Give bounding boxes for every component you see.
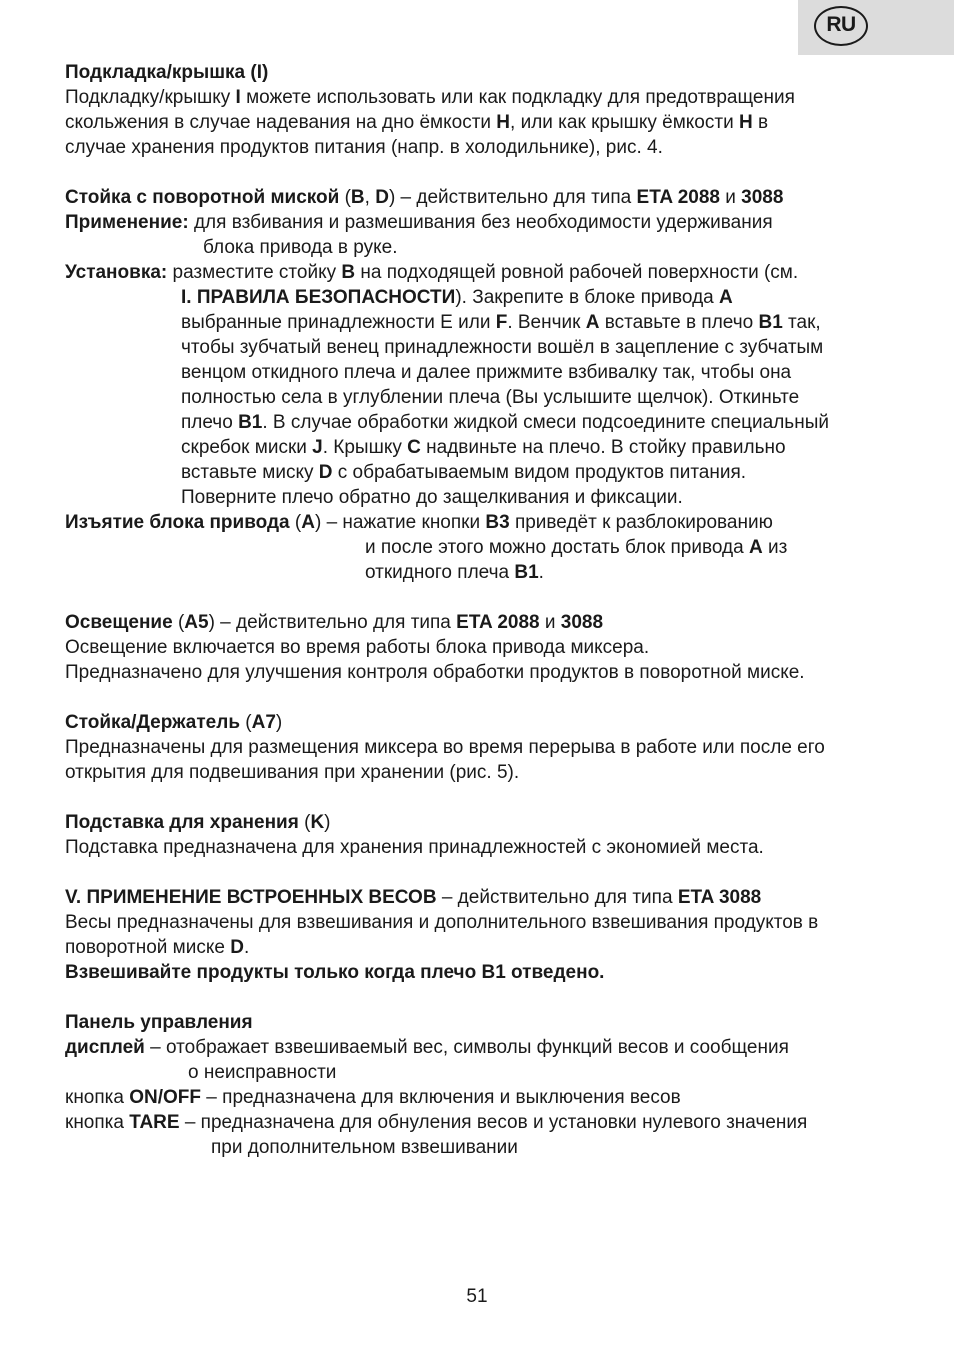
paragraph-line: Весы предназначены для взвешивания и дополнительного взвешивания продуктов в: [65, 912, 819, 933]
page-number: 51: [466, 1286, 488, 1307]
installation-line: выбранные принадлежности E или F. Венчик A вставьте в плечо B1 так,: [181, 312, 821, 333]
usage-line: блока привода в руке.: [203, 237, 398, 258]
section-heading: V. ПРИМЕНЕНИЕ ВСТРОЕННЫХ ВЕСОВ – действительно для типа ETA 3088: [65, 887, 762, 908]
paragraph-line: Предназначено для улучшения контроля обработки продуктов в поворотной миске.: [65, 662, 805, 683]
section-heading: Подставка для хранения (K): [65, 812, 331, 833]
usage-line: Применение: для взбивания и размешивания без необходимости удерживания: [65, 212, 773, 233]
installation-line: плечо B1. В случае обработки жидкой смеси подсоедините специальный: [181, 412, 829, 433]
section-heading: Стойка/Держатель (A7): [65, 712, 283, 733]
paragraph-line: скольжения в случае надевания на дно ёмкости H, или как крышку ёмкости H в: [65, 112, 769, 133]
removal-line: Изъятие блока привода (A) – нажатие кнопки B3 приведёт к разблокированию: [65, 512, 773, 533]
section-heading: Освещение (A5) – действительно для типа ETA 2088 и 3088: [65, 612, 604, 633]
installation-line: чтобы зубчатый венец принадлежности вошёл в зацепление с зубчатым: [181, 337, 824, 358]
language-tab: [798, 0, 954, 55]
installation-line: вставьте миску D с обрабатываемым видом продуктов питания.: [181, 462, 747, 483]
removal-line: и после этого можно достать блок привода A из: [365, 537, 788, 558]
installation-line: Поверните плечо обратно до защелкивания и фиксации.: [181, 487, 683, 508]
paragraph-line: Подставка предназначена для хранения принадлежностей с экономией места.: [65, 837, 764, 858]
section-heading: Панель управления: [65, 1012, 253, 1033]
paragraph-line: Предназначены для размещения миксера во время перерыва в работе или после его: [65, 737, 825, 758]
tare-line: при дополнительном взвешивании: [211, 1137, 518, 1158]
section-heading: Стойка с поворотной миской (B, D) – действительно для типа ETA 2088 и 3088: [65, 187, 784, 208]
paragraph-line: Подкладку/крышку I можете использовать или как подкладку для предотвращения: [65, 87, 795, 108]
display-line: о неисправности: [188, 1062, 337, 1083]
display-line: дисплей – отображает взвешиваемый вес, символы функций весов и сообщения: [65, 1037, 789, 1058]
installation-line: I. ПРАВИЛА БЕЗОПАСНОСТИ). Закрепите в блоке привода A: [181, 287, 733, 308]
installation-line: полностью села в углублении плеча (Вы услышите щелчок). Откиньте: [181, 387, 800, 408]
removal-line: откидного плеча B1.: [365, 562, 544, 583]
document-body: [65, 60, 895, 1160]
paragraph-line: открытия для подвешивания при хранении (рис. 5).: [65, 762, 520, 783]
installation-line: венцом откидного плеча и далее прижмите взбивалку так, чтобы она: [181, 362, 792, 383]
installation-line: Установка: разместите стойку B на подходящей ровной рабочей поверхности (см.: [65, 262, 799, 283]
language-badge: RU: [814, 6, 868, 46]
paragraph-line: случае хранения продуктов питания (напр. в холодильнике), рис. 4.: [65, 137, 663, 158]
paragraph-line: поворотной миске D.: [65, 937, 250, 958]
tare-line: кнопка TARE – предназначена для обнуления весов и установки нулевого значения: [65, 1112, 808, 1133]
paragraph-line: Освещение включается во время работы блока привода миксера.: [65, 637, 650, 658]
section-heading: Подкладка/крышка (I): [65, 62, 269, 83]
warning-line: Взвешивайте продукты только когда плечо B1 отведено.: [65, 962, 605, 983]
installation-line: скребок миски J. Крышку C надвиньте на плечо. В стойку правильно: [181, 437, 786, 458]
onoff-line: кнопка ON/OFF – предназначена для включения и выключения весов: [65, 1087, 681, 1108]
